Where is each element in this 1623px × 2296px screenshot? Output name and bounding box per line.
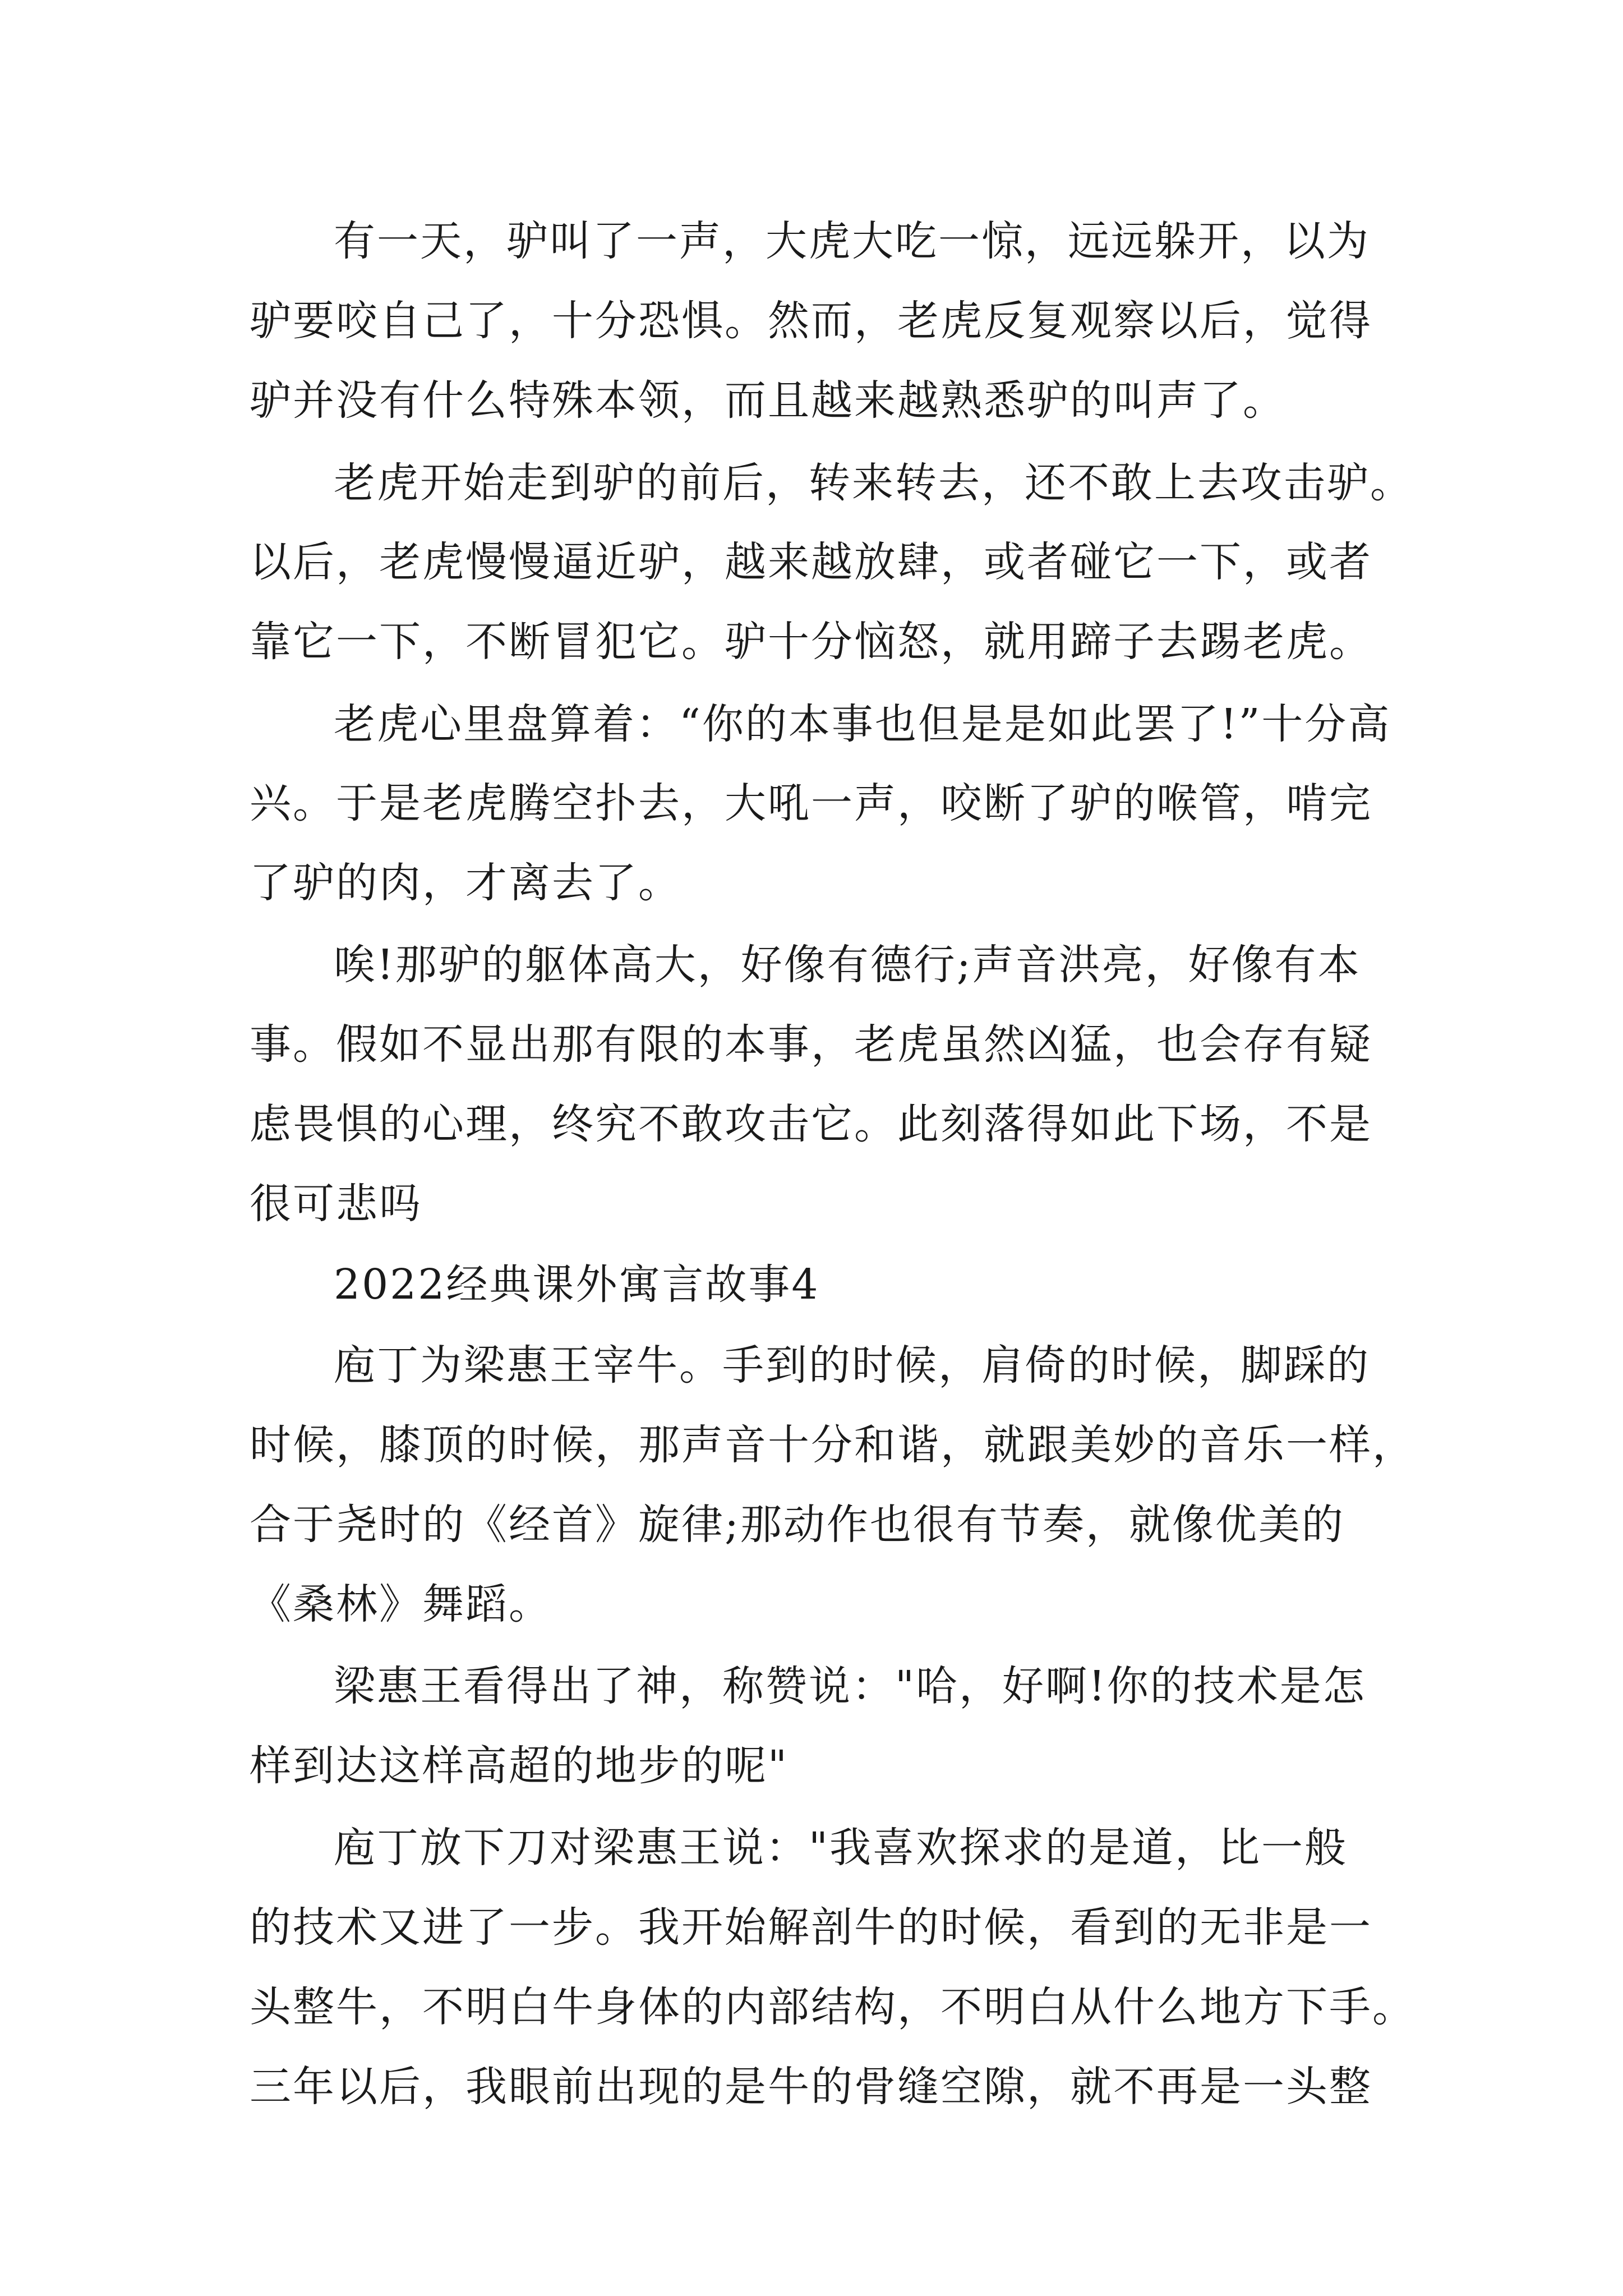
text-line: 的技术又进了一步。我开始解剖牛的时候，看到的无非是一 xyxy=(250,1903,1372,1952)
text-line: 以后，老虎慢慢逼近驴，越来越放肆，或者碰它一下，或者 xyxy=(250,538,1372,586)
text-line: 样到达这样高超的地步的呢" xyxy=(250,1742,789,1790)
text-line: 老虎开始走到驴的前后，转来转去，还不敢上去攻击驴。 xyxy=(334,459,1413,507)
text-line: 头整牛，不明白牛身体的内部结构，不明白从什么地方下手。 xyxy=(250,1983,1415,2031)
text-line: 靠它一下，不断冒犯它。驴十分恼怒，就用蹄子去踢老虎。 xyxy=(250,618,1372,666)
text-line: 驴要咬自己了，十分恐惧。然而，老虎反复观察以后，觉得 xyxy=(250,297,1372,345)
text-line: 了驴的肉，才离去了。 xyxy=(250,859,681,907)
text-line: 有一天，驴叫了一声，大虎大吃一惊，远远躲开，以为 xyxy=(334,217,1370,265)
text-line: 《桑林》舞蹈。 xyxy=(250,1580,552,1628)
section-heading: 2022经典课外寓言故事4 xyxy=(334,1260,820,1309)
text-line: 驴并没有什么特殊本领，而且越来越熟悉驴的叫声了。 xyxy=(250,376,1286,425)
text-line: 梁惠王看得出了神，称赞说："哈，好啊!你的技术是怎 xyxy=(334,1662,1366,1710)
text-line: 庖丁为梁惠王宰牛。手到的时候，肩倚的时候，脚踩的 xyxy=(334,1341,1370,1389)
text-line: 很可悲吗 xyxy=(250,1180,422,1228)
text-line: 合于尧时的《经首》旋律;那动作也很有节奏，就像优美的 xyxy=(250,1501,1345,1549)
document-page xyxy=(250,0,1415,2296)
text-line: 三年以后，我眼前出现的是牛的骨缝空隙，就不再是一头整 xyxy=(250,2063,1372,2111)
text-line: 虑畏惧的心理，终究不敢攻击它。此刻落得如此下场，不是 xyxy=(250,1100,1372,1148)
text-line: 兴。于是老虎腾空扑去，大吼一声，咬断了驴的喉管，啃完 xyxy=(250,779,1372,827)
text-line: 老虎心里盘算着：“你的本事也但是是如此罢了!”十分高 xyxy=(334,700,1391,748)
text-line: 唉!那驴的躯体高大，好像有德行;声音洪亮，好像有本 xyxy=(334,941,1361,989)
text-line: 庖丁放下刀对梁惠王说："我喜欢探求的是道，比一般 xyxy=(334,1824,1348,1872)
text-line: 时候，膝顶的时候，那声音十分和谐，就跟美妙的音乐一样， xyxy=(250,1421,1415,1469)
text-line: 事。假如不显出那有限的本事，老虎虽然凶猛，也会存有疑 xyxy=(250,1020,1372,1069)
